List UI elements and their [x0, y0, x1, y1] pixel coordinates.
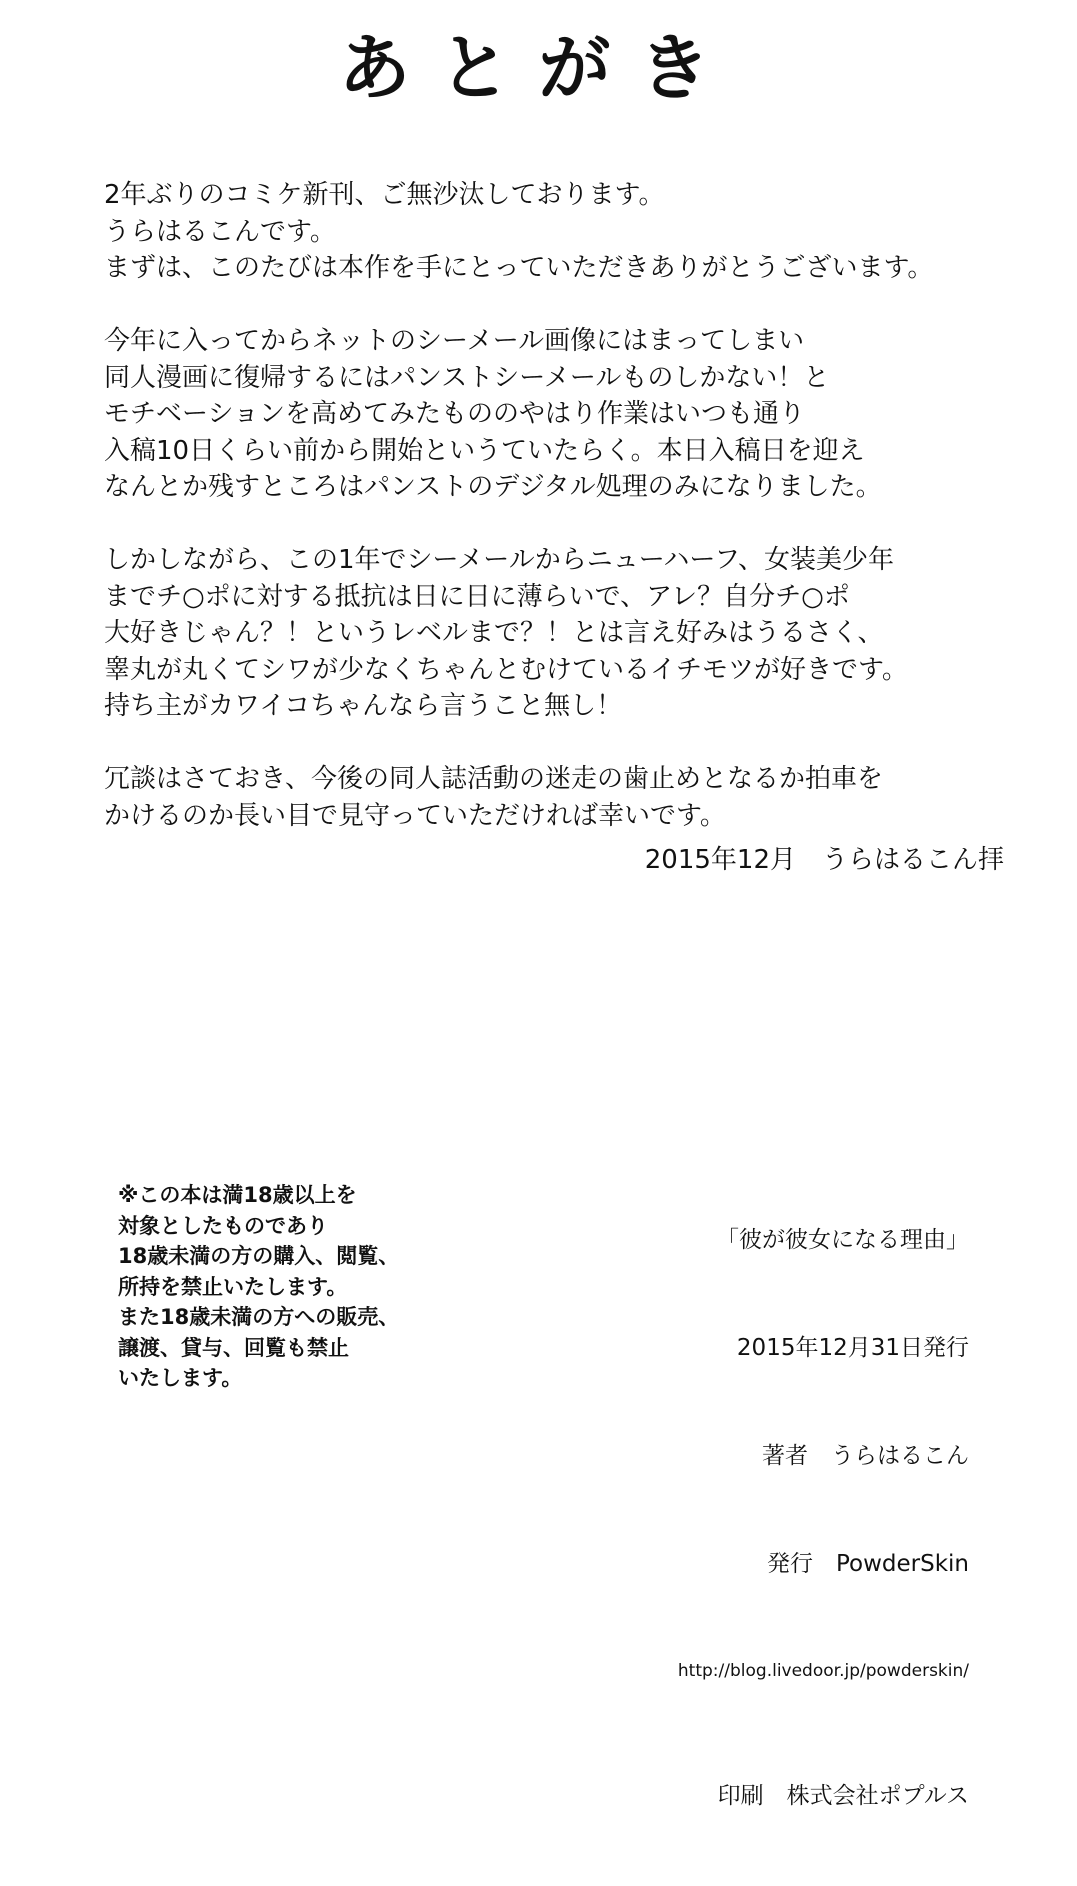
- author: 著者 うらはるこん: [762, 1443, 969, 1469]
- paragraph: [104, 542, 1034, 725]
- paragraph: [104, 177, 1034, 287]
- text-line: なんとか残すところはパンストのデジタル処理のみになりました。: [104, 472, 882, 502]
- text-line: 今年に入ってからネットのシーメール画像にはまってしまい: [104, 326, 805, 356]
- text-line: 睾丸が丸くてシワが少なくちゃんとむけているイチモツが好きです。: [104, 654, 908, 685]
- paragraph: [104, 323, 1034, 506]
- notice-line: 対象としたものであり: [118, 1213, 328, 1238]
- publish-date: 2015年12月31日発行: [736, 1335, 969, 1361]
- text-line: 持ち主がカワイコちゃんなら言うこと無し！: [104, 691, 623, 721]
- paragraph: [104, 761, 1034, 834]
- text-line: かけるのか長い目で見守っていただければ幸いです。: [104, 800, 726, 831]
- text-line: 同人漫画に復帰するにはパンストシーメールものしかない！と: [104, 362, 830, 393]
- notice-line: 所持を禁止いたします。: [118, 1274, 348, 1299]
- notice-line: 譲渡、貸与、回覧も禁止: [118, 1335, 349, 1360]
- publisher: 発行 PowderSkin: [766, 1551, 969, 1577]
- afterword-body: [104, 177, 1034, 871]
- text-line: うらはるこんです。: [104, 216, 336, 247]
- notice-line: いたします。: [118, 1366, 243, 1390]
- publisher-url: http://blog.livedoor.jp/powderskin/: [677, 1661, 969, 1681]
- colophon: [469, 1150, 969, 1886]
- text-line: まずは、このたびは本作を手にとっていただきありがとうございます。: [104, 253, 934, 283]
- book-title: 「彼が彼女になる理由」: [716, 1227, 969, 1253]
- notice-line: ※この本は満18歳以上を: [118, 1183, 357, 1207]
- age-restriction-notice: [118, 1180, 498, 1394]
- printer: 印刷 株式会社ポプルス: [717, 1783, 969, 1809]
- text-line: しかしながら、この1年でシーメールからニューハーフ、女装美少年: [104, 545, 895, 575]
- text-line: 2年ぶりのコミケ新刊、ご無沙汰しております。: [104, 180, 665, 210]
- text-line: 入稿10日くらい前から開始というていたらく。本日入稿日を迎え: [104, 435, 865, 466]
- signature: 2015年12月 うらはるこん拝: [644, 845, 1004, 875]
- notice-line: また18歳未満の方への販売、: [118, 1305, 400, 1329]
- text-line: 大好きじゃん？！というレベルまで？！とは言え好みはうるさく、: [104, 618, 884, 648]
- notice-line: 18歳未満の方の購入、閲覧、: [118, 1244, 400, 1268]
- text-line: モチベーションを高めてみたもののやはり作業はいつも通り: [104, 399, 805, 429]
- text-line: までチ○ポに対する抵抗は日に日に薄らいで、アレ？自分チ○ポ: [104, 581, 850, 612]
- text-line: 冗談はさておき、今後の同人誌活動の迷走の歯止めとなるか拍車を: [104, 764, 883, 794]
- page-title: あとがき: [338, 25, 739, 110]
